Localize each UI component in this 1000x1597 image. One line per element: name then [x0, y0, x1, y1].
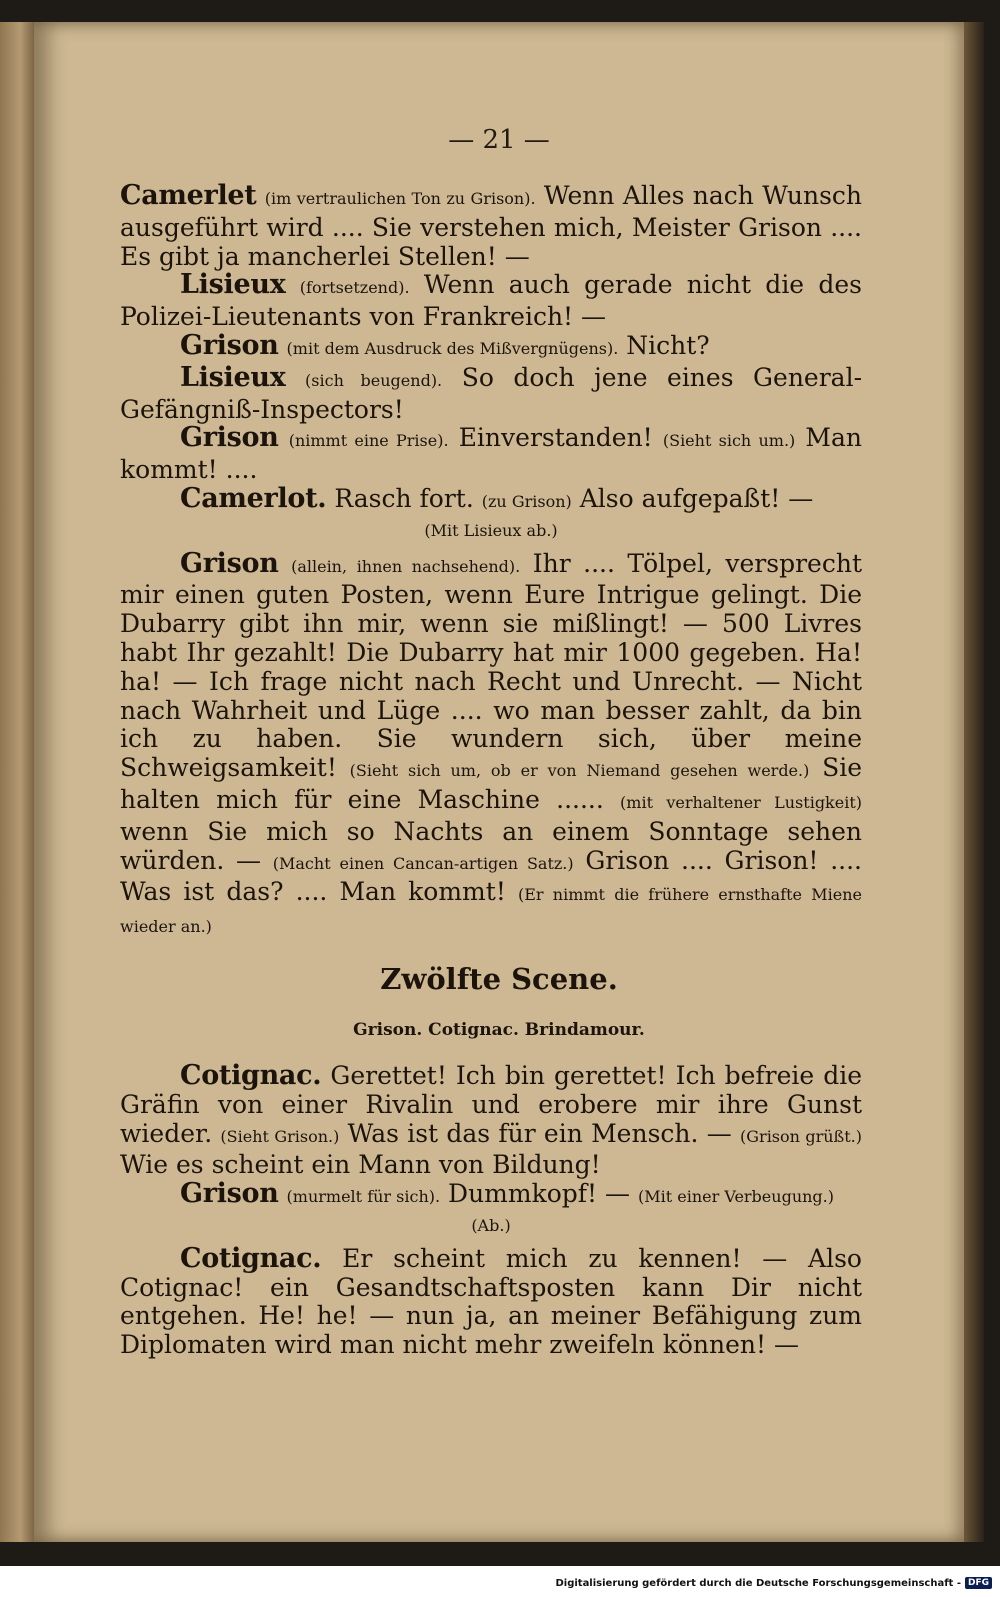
line-text: Er scheint mich zu kennen! — Also Cotignac! ein Gesandtschaftsposten kann Dir nicht entgehen. He! he! — nun ja, an meiner Befähigung zum Diplomaten wird man nicht mehr zweifeln können! —: [120, 1243, 862, 1360]
dialogue-block-3: [120, 1062, 862, 1360]
stage-direction: (Sieht sich um, ob er von Niemand gesehen werde.): [349, 761, 810, 781]
line-text: So doch jene eines General-Gefängniß-Inspectors!: [120, 362, 863, 424]
speaker-name: Grison: [180, 422, 279, 454]
stage-direction: (zu Grison): [481, 491, 572, 511]
stage-direction: (Mit einer Verbeugung.): [638, 1187, 834, 1207]
line-text: Wenn auch gerade nicht die des Polizei-Lieutenants von Frankreich! —: [120, 270, 862, 332]
dialogue-line: [120, 482, 862, 517]
line-text: Rasch fort.: [334, 483, 474, 513]
exit-direction: (Mit Lisieux ab.): [424, 520, 558, 540]
stage-direction: (im vertraulichen Ton zu Grison).: [264, 189, 536, 208]
dialogue-line: [120, 329, 862, 364]
speaker-name: Cotignac.: [180, 1060, 322, 1091]
line-text: Man kommt! ....: [120, 423, 863, 485]
line-text: Gerettet! Ich bin gerettet! Ich befreie die Gräfin von einer Rivalin und erobere mir ihre Gunst wieder.: [120, 1061, 862, 1148]
speaker-name: Lisieux: [180, 269, 286, 301]
stage-direction: (mit verhaltener Lustigkeit): [620, 792, 863, 812]
speaker-name: Grison: [180, 1178, 279, 1210]
dialogue-block-1: [120, 182, 862, 942]
line-text: Wenn Alles nach Wunsch ausgeführt wird .... Sie verstehen mich, Meister Grison .... Es gibt ja mancherlei Stellen! —: [120, 181, 863, 271]
speaker-name: Grison: [180, 547, 279, 579]
digitization-footer: [555, 1577, 992, 1589]
page-number: — 21 —: [448, 125, 550, 155]
speaker-name: Camerlot.: [180, 482, 327, 514]
exit-direction: (Ab.): [471, 1215, 511, 1235]
speaker-name: Cotignac.: [180, 1242, 322, 1274]
stage-direction: (fortsetzend).: [299, 278, 410, 298]
speaker-name: Camerlet: [120, 180, 257, 211]
dialogue-line: [120, 424, 862, 485]
line-text: Einverstanden!: [458, 423, 653, 453]
line-text: Grison .... Grison! .... Was ist das? .... Man kommt!: [120, 845, 862, 907]
scene-cast-list: Grison. Cotignac. Brindamour.: [353, 1020, 645, 1040]
left-page-edge: [0, 22, 34, 1542]
speaker-name: Grison: [180, 329, 279, 361]
dialogue-line: [120, 547, 863, 942]
line-text: Was ist das für ein Mensch. —: [347, 1118, 732, 1148]
stage-direction: (murmelt für sich).: [286, 1187, 441, 1207]
line-text: Ihr .... Tölpel, versprecht mir einen guten Posten, wenn Eure Intrigue gelingt. Die Dubarry gibt ihn mir, wenn sie mißlingt! — 500 Livres habt Ihr gezahlt! Die Dubarry hat mir 1000 gegeben. Ha! ha! — Ich frage nicht nach Recht und Unrecht. — Nicht nach Wahrheit und Lüge .... wo man besser zahlt, da bin ich zu haben. Sie wundern sich, über meine Schweigsamkeit!: [120, 548, 862, 783]
stage-direction: (Er nimmt die frühere ernsthafte Miene wieder an.): [120, 885, 863, 937]
line-text: Sie halten mich für eine Maschine ......: [120, 753, 863, 814]
stage-direction: (allein, ihnen nachsehend).: [291, 556, 521, 576]
dfg-logo-icon: DFG: [965, 1577, 992, 1589]
line-text: Dummkopf! —: [448, 1179, 631, 1209]
dialogue-line: [120, 1180, 862, 1212]
line-text: wenn Sie mich so Nachts an einem Sonntage sehen würden. —: [120, 816, 862, 875]
stage-direction: (Grison grüßt.): [740, 1126, 863, 1146]
speaker-name: Lisieux: [180, 361, 286, 393]
dialogue-line: [120, 361, 863, 425]
stage-direction: (nimmt eine Prise).: [288, 431, 449, 451]
line-text: Also aufgepaßt! —: [579, 483, 814, 513]
stage-direction: (mit dem Ausdruck des Mißvergnügens).: [286, 338, 619, 358]
stage-direction: (Macht einen Cancan-artigen Satz.): [272, 853, 574, 873]
dialogue-line: [120, 1062, 862, 1180]
dialogue-line: [120, 182, 862, 271]
line-text: Wie es scheint ein Mann von Bildung!: [120, 1150, 601, 1180]
stage-direction: (sich beugend).: [305, 370, 443, 390]
stage-direction: (Sieht sich um.): [662, 431, 796, 451]
right-book-edge: [964, 22, 984, 1542]
dialogue-line: [120, 1242, 862, 1360]
book-page: [34, 22, 964, 1542]
line-text: Nicht?: [626, 330, 710, 360]
footer-credit: Digitalisierung gefördert durch die Deutsche Forschungsgemeinschaft -: [555, 1577, 961, 1589]
dialogue-line: [120, 271, 862, 332]
stage-direction: (Sieht Grison.): [220, 1126, 340, 1146]
scene-title: Zwölfte Scene.: [380, 962, 618, 996]
